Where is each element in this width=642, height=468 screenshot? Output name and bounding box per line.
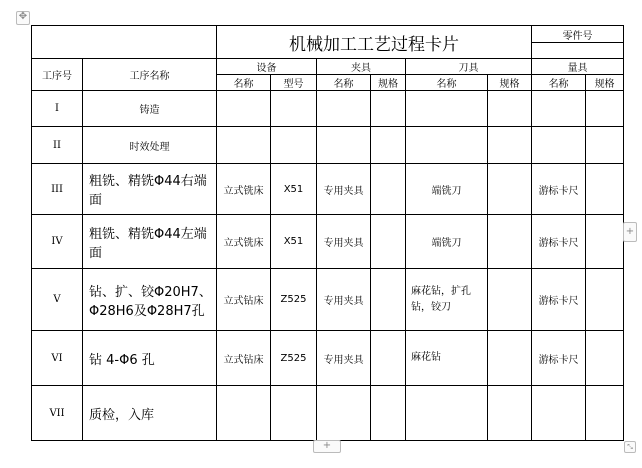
cell-fx-spec[interactable] [371,269,406,331]
cell-tool-name[interactable]: 端铣刀 [406,164,488,215]
cell-no[interactable]: VII [32,386,83,441]
cell-gauge-name[interactable]: 游标卡尺 [532,164,586,215]
cell-tool-name[interactable]: 端铣刀 [406,215,488,269]
cell-no[interactable]: I [32,91,83,127]
fixture-spec-header: 规格 [371,75,406,91]
tool-spec-header: 规格 [488,75,532,91]
table-row [32,164,624,215]
gauge-header: 量具 [532,59,624,75]
cell-eq-model[interactable]: Z525 [271,331,317,386]
card-title: 机械加工工艺过程卡片 [217,26,532,59]
cell-no[interactable]: V [32,269,83,331]
cell-gauge-spec[interactable] [586,127,624,164]
cell-gauge-name[interactable] [532,91,586,127]
cell-fx-name[interactable]: 专用夹具 [317,331,371,386]
table-row [32,215,624,269]
cell-tool-name[interactable] [406,386,488,441]
tool-name-header: 名称 [406,75,488,91]
cell-tool-name[interactable]: 麻花钻 [406,331,488,386]
cell-tool-spec[interactable] [488,331,532,386]
cell-fx-name[interactable]: 专用夹具 [317,164,371,215]
add-row-button[interactable]: + [313,440,341,453]
cell-fx-spec[interactable] [371,164,406,215]
cell-eq-model[interactable] [271,127,317,164]
cell-eq-name[interactable]: 立式钻床 [217,331,271,386]
cell-fx-name[interactable] [317,127,371,164]
cell-name[interactable]: 粗铣、精铣Φ44左端面 [83,215,217,269]
cell-fx-name[interactable]: 专用夹具 [317,269,371,331]
cell-eq-name[interactable] [217,386,271,441]
cell-eq-model[interactable] [271,386,317,441]
add-column-button[interactable]: + [623,222,637,242]
cell-gauge-spec[interactable] [586,331,624,386]
cell-fx-spec[interactable] [371,127,406,164]
cell-gauge-name[interactable]: 游标卡尺 [532,331,586,386]
cell-gauge-name[interactable] [532,386,586,441]
cell-eq-model[interactable]: X51 [271,164,317,215]
cell-fx-name[interactable]: 专用夹具 [317,215,371,269]
fixture-name-header: 名称 [317,75,371,91]
cell-gauge-spec[interactable] [586,269,624,331]
cell-name[interactable]: 粗铣、精铣Φ44右端面 [83,164,217,215]
cell-gauge-name[interactable] [532,127,586,164]
cell-fx-name[interactable] [317,386,371,441]
cell-tool-spec[interactable] [488,215,532,269]
table-row [32,269,624,331]
table-row [32,386,624,441]
gauge-name-header: 名称 [532,75,586,91]
cell-gauge-spec[interactable] [586,91,624,127]
tool-header: 刀具 [406,59,532,75]
cell-gauge-name[interactable]: 游标卡尺 [532,269,586,331]
cell-tool-name[interactable] [406,127,488,164]
cell-eq-name[interactable]: 立式铣床 [217,215,271,269]
cell-gauge-name[interactable]: 游标卡尺 [532,215,586,269]
cell-eq-model[interactable] [271,91,317,127]
cell-tool-spec[interactable] [488,127,532,164]
op-name-header: 工序名称 [83,59,217,91]
cell-name[interactable]: 铸造 [83,91,217,127]
cell-fx-spec[interactable] [371,386,406,441]
process-card-table [31,25,624,441]
table-row [32,331,624,386]
blank-header-cell[interactable] [32,26,217,59]
equipment-model-header: 型号 [271,75,317,91]
equipment-header: 设备 [217,59,317,75]
equipment-name-header: 名称 [217,75,271,91]
table-row [32,127,624,164]
cell-tool-spec[interactable] [488,164,532,215]
fixture-header: 夹具 [317,59,406,75]
table-resize-handle-icon[interactable]: ⤡ [624,441,636,453]
cell-tool-spec[interactable] [488,91,532,127]
cell-eq-name[interactable]: 立式铣床 [217,164,271,215]
gauge-spec-header: 规格 [586,75,624,91]
cell-name[interactable]: 钻 4-Φ6 孔 [83,331,217,386]
op-no-header: 工序号 [32,59,83,91]
cell-eq-model[interactable]: X51 [271,215,317,269]
cell-no[interactable]: VI [32,331,83,386]
cell-name[interactable]: 时效处理 [83,127,217,164]
cell-fx-name[interactable] [317,91,371,127]
cell-fx-spec[interactable] [371,215,406,269]
table-row [32,91,624,127]
cell-tool-spec[interactable] [488,269,532,331]
cell-eq-name[interactable] [217,91,271,127]
cell-eq-model[interactable]: Z525 [271,269,317,331]
cell-no[interactable]: IV [32,215,83,269]
cell-tool-name[interactable] [406,91,488,127]
cell-no[interactable]: III [32,164,83,215]
part-number-label: 零件号 [532,26,624,43]
cell-name[interactable]: 钻、扩、铰Φ20H7、Φ28H6及Φ28H7孔 [83,269,217,331]
cell-gauge-spec[interactable] [586,164,624,215]
cell-fx-spec[interactable] [371,91,406,127]
cell-no[interactable]: II [32,127,83,164]
cell-name[interactable]: 质检，入库 [83,386,217,441]
part-number-value[interactable] [532,43,624,59]
cell-eq-name[interactable]: 立式钻床 [217,269,271,331]
cell-eq-name[interactable] [217,127,271,164]
cell-tool-name[interactable]: 麻花钻，扩孔钻，铰刀 [406,269,488,331]
cell-tool-spec[interactable] [488,386,532,441]
cell-fx-spec[interactable] [371,331,406,386]
cell-gauge-spec[interactable] [586,215,624,269]
cell-gauge-spec[interactable] [586,386,624,441]
table-move-handle-icon[interactable]: ✥ [16,11,30,25]
